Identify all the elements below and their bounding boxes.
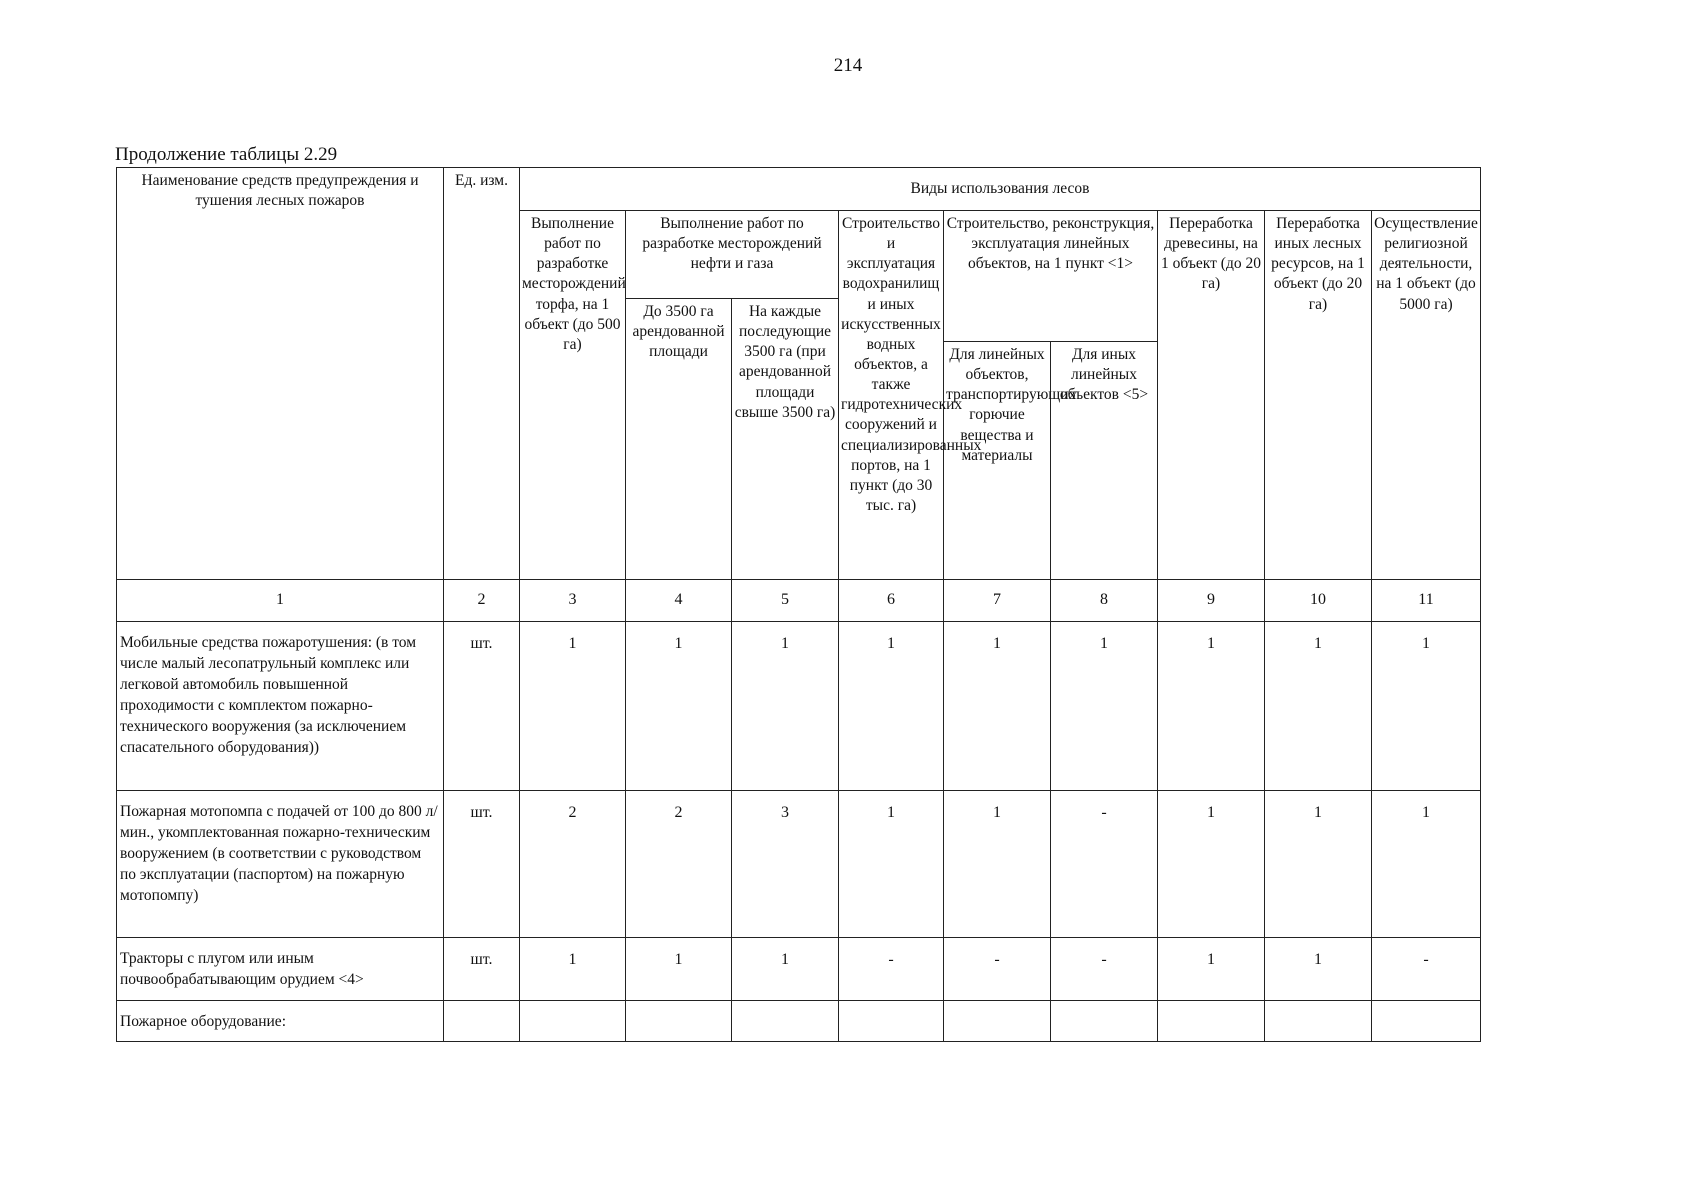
column-number: 9 (1158, 580, 1265, 622)
column-number: 11 (1372, 580, 1481, 622)
header-linear-label: Строительство, реконструкция, эксплуатация линейных объектов, на 1 пункт <1> (946, 215, 1155, 273)
header-forest-use-group (520, 168, 1481, 211)
header-wood (1158, 211, 1265, 580)
row-value (944, 1001, 1051, 1042)
header-wood-label: Переработка древесины, на 1 объект (до 20 га) (1161, 215, 1261, 293)
page-number: 214 (833, 55, 863, 76)
row-value: 1 (944, 622, 1051, 791)
row-value (732, 1001, 839, 1042)
row-name: Тракторы с плугом или иным почвообрабатывающим орудием <4> (117, 938, 444, 1001)
header-linear-sub1-label: Для линейных объектов, транспортирующих горючие вещества и материалы (946, 346, 1077, 464)
row-value (626, 1001, 732, 1042)
header-reservoirs (839, 211, 982, 580)
row-value: 1 (1372, 791, 1481, 938)
header-unit-col (444, 168, 520, 580)
header-name-label: Наименование средств предупреждения и тушения лесных пожаров (141, 172, 419, 210)
column-number: 4 (626, 580, 732, 622)
row-value: 1 (944, 791, 1051, 938)
row-value: 1 (839, 791, 944, 938)
row-value (1158, 1001, 1265, 1042)
table-row (117, 1001, 1481, 1042)
row-value (1265, 1001, 1372, 1042)
column-number-row (117, 580, 1481, 622)
header-linear-sub2-label: Для иных линейных объектов <5> (1059, 346, 1149, 404)
header-linear-sub1 (944, 342, 1077, 580)
header-name-col (117, 168, 444, 580)
row-value: - (1051, 791, 1158, 938)
table-row (117, 622, 1481, 791)
row-value: - (1051, 938, 1158, 1001)
header-linear-sub2 (1051, 342, 1158, 580)
column-number: 1 (117, 580, 444, 622)
row-value: 1 (1158, 938, 1265, 1001)
row-value (839, 1001, 944, 1042)
header-oil-gas-sub1 (626, 299, 732, 580)
forest-fire-equipment-table (116, 167, 1481, 1042)
header-linear (944, 211, 1158, 342)
row-value: - (1372, 938, 1481, 1001)
column-number: 2 (444, 580, 520, 622)
row-value: 1 (1265, 622, 1372, 791)
header-oil-gas-sub2-label: На каждые последующие 3500 га (при арендованной площади свыше 3500 га) (734, 303, 836, 421)
header-other-resources-label: Переработка иных лесных ресурсов, на 1 объект (до 20 га) (1271, 215, 1365, 313)
row-value (1372, 1001, 1481, 1042)
column-number: 3 (520, 580, 626, 622)
header-peat (520, 211, 626, 580)
row-value: 3 (732, 791, 839, 938)
row-value: 1 (1051, 622, 1158, 791)
header-other-resources (1265, 211, 1372, 580)
row-value: 1 (1158, 791, 1265, 938)
row-value: 1 (1265, 938, 1372, 1001)
header-row-1 (117, 168, 1481, 211)
row-value: 1 (1372, 622, 1481, 791)
row-unit (444, 1001, 520, 1042)
column-number: 5 (732, 580, 839, 622)
row-value (1051, 1001, 1158, 1042)
table-row (117, 791, 1481, 938)
header-oil-gas-label: Выполнение работ по разработке месторождений нефти и газа (642, 215, 822, 273)
column-number: 7 (944, 580, 1051, 622)
table-caption: Продолжение таблицы 2.29 (115, 144, 338, 165)
row-value: 2 (520, 791, 626, 938)
row-value: 2 (626, 791, 732, 938)
header-unit-label: Ед. изм. (455, 172, 508, 189)
row-value (520, 1001, 626, 1042)
row-value: 1 (520, 622, 626, 791)
row-unit: шт. (444, 938, 520, 1001)
row-value: 1 (1158, 622, 1265, 791)
row-value: 1 (626, 622, 732, 791)
row-value: - (839, 938, 944, 1001)
table-row (117, 938, 1481, 1001)
row-value: 1 (839, 622, 944, 791)
row-value: 1 (1265, 791, 1372, 938)
row-name: Пожарное оборудование: (117, 1001, 444, 1042)
header-oil-gas-sub2 (732, 299, 839, 580)
header-forest-use-label: Виды использования лесов (910, 179, 1090, 197)
header-religious (1372, 211, 1481, 580)
header-religious-label: Осуществление религиозной деятельности, на 1 объект (до 5000 га) (1374, 215, 1478, 313)
row-name: Пожарная мотопомпа с подачей от 100 до 800 л/мин., укомплектованная пожарно-техническим вооружением (в соответствии с руководством по эксплуатации (паспортом) на пожарную мотопомпу) (117, 791, 444, 938)
column-number: 6 (839, 580, 944, 622)
row-name: Мобильные средства пожаротушения: (в том числе малый лесопатрульный комплекс или легковой автомобиль повышенной проходимости с комплектом пожарно-технического вооружения (за исключением спасательного оборудования)) (117, 622, 444, 791)
column-number: 10 (1265, 580, 1372, 622)
header-oil-gas-sub1-label: До 3500 га арендованной площади (632, 303, 725, 361)
row-value: 1 (732, 622, 839, 791)
column-number: 8 (1051, 580, 1158, 622)
header-peat-label: Выполнение работ по разработке месторождений торфа, на 1 объект (до 500 га) (522, 215, 626, 353)
row-value: 1 (732, 938, 839, 1001)
row-value: - (944, 938, 1051, 1001)
row-value: 1 (520, 938, 626, 1001)
row-unit: шт. (444, 791, 520, 938)
row-unit: шт. (444, 622, 520, 791)
header-reservoirs-label: Строительство и эксплуатация водохранилищ и иных искусственных водных объектов, а также гидротехнических сооружений и специализированных портов, на 1 пункт (до 30 тыс. га) (841, 215, 982, 514)
row-value: 1 (626, 938, 732, 1001)
header-oil-gas (626, 211, 839, 299)
